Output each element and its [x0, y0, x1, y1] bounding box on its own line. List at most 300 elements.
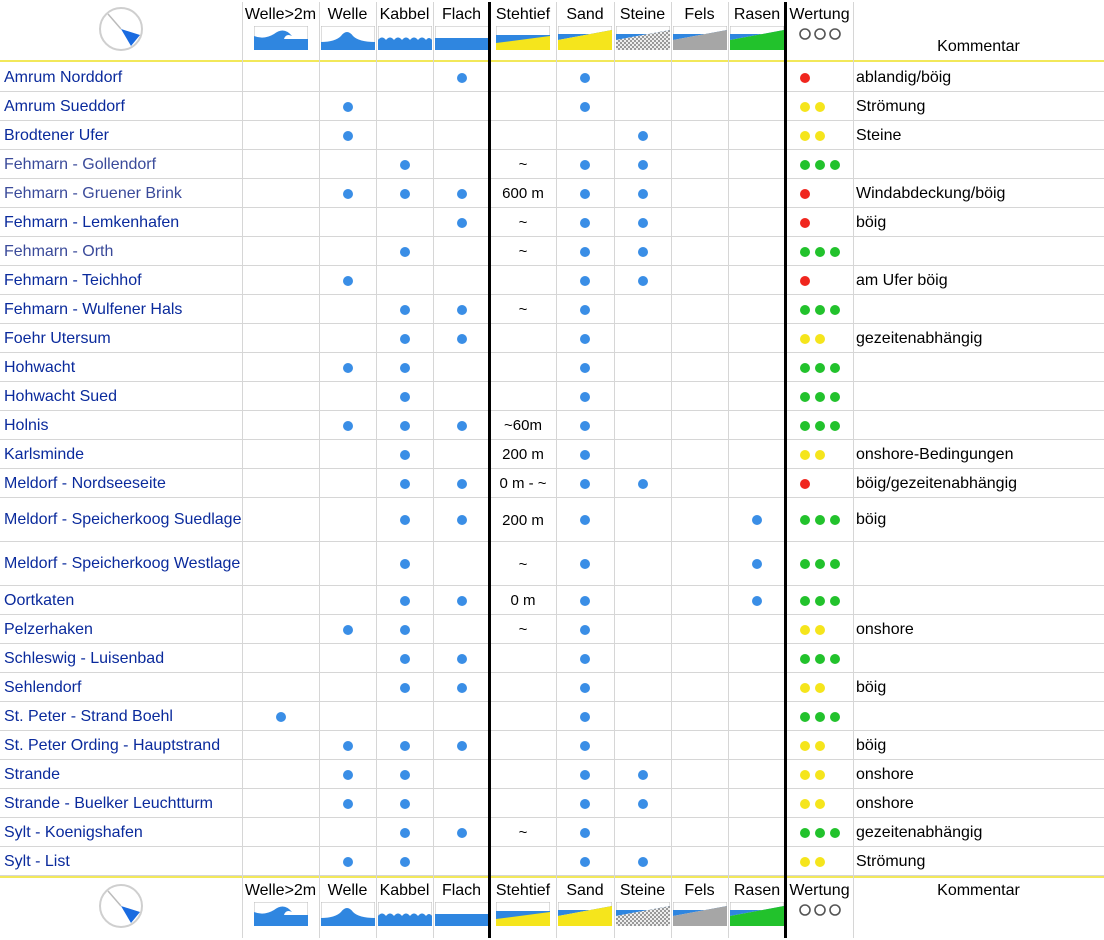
- stehtief-value: 0 m: [510, 592, 536, 609]
- feature-dot: [400, 189, 410, 199]
- feature-cell: [556, 237, 614, 266]
- feature-cell: [319, 789, 376, 818]
- feature-dot: [638, 770, 648, 780]
- feature-dot: [580, 73, 590, 83]
- header-col-4: [433, 2, 490, 60]
- feature-cell: [319, 644, 376, 673]
- feature-cell: [376, 208, 433, 237]
- feature-cell: [433, 353, 490, 382]
- header-col-label: Fels: [684, 6, 715, 23]
- feature-dot: [580, 276, 590, 286]
- feature-cell: [433, 295, 490, 324]
- header-separator: [0, 60, 1104, 62]
- feature-cell: [614, 411, 671, 440]
- feature-cell: [242, 121, 319, 150]
- feature-cell: [728, 789, 786, 818]
- sand-icon: [558, 902, 612, 931]
- rating-cell: [786, 731, 853, 760]
- rating-dot-green: [800, 654, 810, 664]
- rating-dot-green: [800, 828, 810, 838]
- feature-cell: [614, 208, 671, 237]
- rating-dot-yellow: [800, 770, 810, 780]
- footer-col-5: [490, 878, 556, 938]
- feature-dot: [457, 515, 467, 525]
- spot-link[interactable]: Fehmarn - Orth: [4, 242, 114, 260]
- feature-cell: [433, 179, 490, 208]
- stehtief-value: [490, 353, 556, 382]
- stehtief-value: ~: [518, 156, 528, 173]
- feature-cell: [319, 760, 376, 789]
- feature-cell: [671, 469, 728, 498]
- feature-cell: [728, 702, 786, 731]
- rating-dot-green: [815, 515, 825, 525]
- feature-dot: [457, 189, 467, 199]
- rating-dot-green: [815, 247, 825, 257]
- feature-cell: [433, 644, 490, 673]
- feature-cell: [671, 382, 728, 411]
- spot-link[interactable]: Holnis: [4, 416, 49, 434]
- stehtief-value: ~: [518, 243, 528, 260]
- spot-link[interactable]: Fehmarn - Wulfener Hals: [4, 300, 183, 318]
- stehtief-value: [490, 63, 556, 92]
- header-logo-cell: [0, 2, 242, 60]
- feature-cell: [614, 644, 671, 673]
- feature-cell: [376, 498, 433, 542]
- feature-cell: [671, 440, 728, 469]
- feature-dot: [343, 189, 353, 199]
- feature-cell: [671, 542, 728, 586]
- feature-cell: [376, 179, 433, 208]
- feature-cell: [376, 411, 433, 440]
- feature-cell: [433, 818, 490, 847]
- feature-cell: [433, 237, 490, 266]
- feature-cell: [242, 760, 319, 789]
- feature-cell: [376, 237, 433, 266]
- rating-dot-yellow: [800, 857, 810, 867]
- feature-cell: [671, 295, 728, 324]
- feature-cell: [242, 644, 319, 673]
- rating-dot-yellow: [800, 450, 810, 460]
- rating-cell: [786, 644, 853, 673]
- footer-col-label: Kabbel: [379, 882, 430, 899]
- feature-cell: [728, 353, 786, 382]
- comment-text: böig: [856, 511, 887, 528]
- feature-cell: [319, 498, 376, 542]
- footer-col-6: [556, 878, 614, 938]
- rating-cell: [786, 789, 853, 818]
- rating-dot-green: [815, 559, 825, 569]
- feature-dot: [400, 799, 410, 809]
- feature-cell: [556, 179, 614, 208]
- rating-dot-green: [815, 596, 825, 606]
- comment-text: [853, 382, 1104, 411]
- rating-dot-green: [815, 305, 825, 315]
- feature-cell: [376, 92, 433, 121]
- feature-dot: [580, 857, 590, 867]
- stehtief-value: [490, 92, 556, 121]
- feature-cell: [242, 266, 319, 295]
- feature-cell: [433, 440, 490, 469]
- spot-link[interactable]: Amrum Sueddorf: [4, 97, 125, 115]
- stehtief-value: [490, 847, 556, 876]
- feature-cell: [614, 324, 671, 353]
- footer-col-2: [319, 878, 376, 938]
- comment-text: am Ufer böig: [856, 271, 948, 289]
- feature-cell: [376, 789, 433, 818]
- feature-cell: [728, 121, 786, 150]
- feature-cell: [614, 353, 671, 382]
- feature-cell: [433, 847, 490, 876]
- feature-cell: [376, 644, 433, 673]
- stones-icon: [616, 26, 670, 55]
- feature-cell: [728, 847, 786, 876]
- rating-cell: [786, 121, 853, 150]
- feature-cell: [242, 179, 319, 208]
- feature-cell: [728, 731, 786, 760]
- stehtief-value: [490, 121, 556, 150]
- feature-dot: [638, 857, 648, 867]
- spot-link[interactable]: Fehmarn - Teichhof: [4, 271, 142, 289]
- feature-dot: [580, 559, 590, 569]
- feature-cell: [614, 179, 671, 208]
- feature-dot: [580, 421, 590, 431]
- rating-dot-green: [830, 559, 840, 569]
- feature-cell: [376, 353, 433, 382]
- feature-cell: [671, 847, 728, 876]
- comment-text: ablandig/böig: [856, 68, 952, 86]
- spot-link[interactable]: Karlsminde: [4, 445, 85, 463]
- comment-text: onshore: [856, 765, 914, 783]
- feature-cell: [614, 266, 671, 295]
- feature-cell: [728, 237, 786, 266]
- comment-text: [853, 353, 1104, 382]
- feature-cell: [671, 63, 728, 92]
- feature-dot: [580, 596, 590, 606]
- comment-text: [853, 150, 1104, 179]
- feature-cell: [242, 324, 319, 353]
- rating-dot-green: [830, 363, 840, 373]
- rating-cell: [786, 760, 853, 789]
- rating-dot-yellow: [800, 334, 810, 344]
- feature-cell: [671, 353, 728, 382]
- feature-cell: [319, 411, 376, 440]
- feature-cell: [671, 150, 728, 179]
- rating-dot-green: [800, 421, 810, 431]
- rating-dot-green: [830, 247, 840, 257]
- feature-dot: [580, 625, 590, 635]
- rating-dot-green: [815, 654, 825, 664]
- feature-dot: [580, 334, 590, 344]
- spot-link[interactable]: Oortkaten: [4, 591, 75, 609]
- footer-col-label: Flach: [441, 882, 482, 899]
- rating-circles-icon: [798, 26, 842, 47]
- rating-dot-yellow: [800, 131, 810, 141]
- feature-cell: [614, 63, 671, 92]
- rating-dot-red: [800, 276, 810, 286]
- spot-link[interactable]: Hohwacht: [4, 358, 76, 376]
- feature-cell: [376, 382, 433, 411]
- spot-link[interactable]: Sylt - List: [4, 852, 70, 870]
- feature-cell: [376, 673, 433, 702]
- comment-text: [853, 644, 1104, 673]
- feature-cell: [614, 702, 671, 731]
- feature-cell: [556, 702, 614, 731]
- feature-dot: [580, 683, 590, 693]
- feature-cell: [242, 92, 319, 121]
- header-col-1: [242, 2, 319, 60]
- wave-icon: [321, 26, 375, 55]
- flat-water-icon: [435, 902, 489, 931]
- rating-dot-green: [800, 712, 810, 722]
- feature-dot: [638, 276, 648, 286]
- rating-cell: [786, 847, 853, 876]
- feature-dot: [580, 247, 590, 257]
- spot-link[interactable]: Strande - Buelker Leuchtturm: [4, 794, 213, 812]
- header-comment-label: Kommentar: [937, 38, 1020, 55]
- feature-cell: [319, 586, 376, 615]
- rating-cell: [786, 673, 853, 702]
- feature-dot: [400, 683, 410, 693]
- footer-col-3: [376, 878, 433, 938]
- feature-cell: [614, 615, 671, 644]
- comment-text: gezeitenabhängig: [856, 329, 983, 347]
- stehtief-value: [490, 760, 556, 789]
- rating-dot-green: [830, 596, 840, 606]
- spot-link[interactable]: Fehmarn - Gollendorf: [4, 155, 157, 173]
- standing-depth-icon: [496, 902, 550, 931]
- feature-dot: [457, 683, 467, 693]
- rating-dot-red: [800, 73, 810, 83]
- header-col-10: [786, 2, 853, 60]
- spot-link[interactable]: Meldorf - Nordseeseite: [4, 474, 166, 492]
- feature-dot: [580, 160, 590, 170]
- feature-cell: [671, 818, 728, 847]
- feature-cell: [319, 324, 376, 353]
- feature-cell: [433, 382, 490, 411]
- stehtief-value: [490, 731, 556, 760]
- header-col-6: [556, 2, 614, 60]
- spot-link[interactable]: Foehr Utersum: [4, 329, 111, 347]
- feature-dot: [457, 741, 467, 751]
- footer-col-7: [614, 878, 671, 938]
- feature-dot: [400, 770, 410, 780]
- feature-cell: [614, 295, 671, 324]
- spot-link[interactable]: Hohwacht Sued: [4, 387, 117, 405]
- feature-cell: [556, 353, 614, 382]
- column-divider: [853, 2, 854, 938]
- stones-icon: [616, 902, 670, 931]
- feature-cell: [614, 150, 671, 179]
- comment-text: [853, 295, 1104, 324]
- footer-col-10: [786, 878, 853, 938]
- feature-cell: [242, 586, 319, 615]
- feature-cell: [242, 208, 319, 237]
- feature-dot: [457, 334, 467, 344]
- sand-icon: [558, 26, 612, 55]
- rating-dot-green: [830, 421, 840, 431]
- feature-cell: [671, 644, 728, 673]
- feature-dot: [400, 392, 410, 402]
- feature-dot: [343, 625, 353, 635]
- feature-dot: [580, 189, 590, 199]
- feature-cell: [556, 542, 614, 586]
- feature-cell: [728, 382, 786, 411]
- rating-cell: [786, 440, 853, 469]
- feature-cell: [376, 121, 433, 150]
- comment-text: böig: [856, 213, 887, 231]
- feature-cell: [614, 847, 671, 876]
- feature-cell: [728, 92, 786, 121]
- rock-icon: [673, 902, 727, 931]
- rating-dot-red: [800, 189, 810, 199]
- spot-link[interactable]: Meldorf - Speicherkoog Westlage: [4, 555, 241, 572]
- stehtief-value: [490, 702, 556, 731]
- spot-link[interactable]: Strande: [4, 765, 61, 783]
- stehtief-value: ~: [518, 301, 528, 318]
- spot-link[interactable]: Fehmarn - Lemkenhafen: [4, 213, 180, 231]
- feature-cell: [556, 469, 614, 498]
- spot-link[interactable]: Schleswig - Luisenbad: [4, 649, 165, 667]
- feature-dot: [580, 218, 590, 228]
- feature-cell: [671, 615, 728, 644]
- feature-dot: [343, 276, 353, 286]
- feature-dot: [580, 770, 590, 780]
- feature-cell: [376, 760, 433, 789]
- feature-dot: [400, 363, 410, 373]
- feature-dot: [343, 102, 353, 112]
- rating-dot-yellow: [800, 102, 810, 112]
- stehtief-value: ~: [518, 621, 528, 638]
- column-divider: [728, 2, 729, 938]
- grass-icon: [730, 902, 784, 931]
- feature-dot: [343, 363, 353, 373]
- feature-cell: [728, 615, 786, 644]
- rating-dot-yellow: [815, 683, 825, 693]
- feature-dot: [638, 131, 648, 141]
- row-divider: [0, 875, 1104, 876]
- feature-cell: [728, 542, 786, 586]
- feature-cell: [242, 411, 319, 440]
- rating-cell: [786, 179, 853, 208]
- feature-cell: [556, 731, 614, 760]
- feature-cell: [671, 411, 728, 440]
- feature-cell: [242, 63, 319, 92]
- feature-cell: [433, 760, 490, 789]
- feature-cell: [433, 615, 490, 644]
- feature-cell: [319, 731, 376, 760]
- stehtief-value: [490, 266, 556, 295]
- rating-dot-green: [800, 392, 810, 402]
- column-divider: [671, 2, 672, 938]
- rating-dot-green: [815, 421, 825, 431]
- feature-cell: [319, 673, 376, 702]
- feature-dot: [457, 73, 467, 83]
- comment-text: onshore: [856, 794, 914, 812]
- feature-dot: [752, 596, 762, 606]
- spot-link[interactable]: Brodtener Ufer: [4, 126, 109, 144]
- column-divider: [433, 2, 434, 938]
- rating-dot-yellow: [800, 625, 810, 635]
- feature-cell: [671, 121, 728, 150]
- standing-depth-icon: [496, 26, 550, 55]
- feature-dot: [457, 218, 467, 228]
- feature-cell: [556, 411, 614, 440]
- rating-cell: [786, 469, 853, 498]
- feature-cell: [556, 92, 614, 121]
- spot-link[interactable]: Amrum Norddorf: [4, 68, 123, 86]
- footer-col-8: [671, 878, 728, 938]
- column-divider: [319, 2, 320, 938]
- feature-cell: [728, 673, 786, 702]
- rating-dot-yellow: [815, 625, 825, 635]
- feature-dot: [400, 247, 410, 257]
- stehtief-value: ~: [518, 555, 528, 573]
- feature-cell: [242, 440, 319, 469]
- rating-cell: [786, 208, 853, 237]
- spot-link[interactable]: St. Peter - Strand Boehl: [4, 707, 173, 725]
- feature-cell: [376, 731, 433, 760]
- feature-dot: [343, 857, 353, 867]
- spot-link[interactable]: Fehmarn - Gruener Brink: [4, 184, 182, 202]
- feature-cell: [376, 818, 433, 847]
- feature-cell: [556, 818, 614, 847]
- header-col-label: Sand: [566, 6, 604, 23]
- rating-dot-green: [800, 160, 810, 170]
- column-divider: [614, 2, 615, 938]
- rating-cell: [786, 818, 853, 847]
- rating-dot-green: [800, 596, 810, 606]
- rating-dot-red: [800, 479, 810, 489]
- rating-dot-green: [830, 712, 840, 722]
- rating-dot-green: [830, 654, 840, 664]
- feature-cell: [319, 121, 376, 150]
- rating-dot-green: [830, 828, 840, 838]
- feature-cell: [242, 382, 319, 411]
- feature-cell: [728, 150, 786, 179]
- feature-dot: [457, 828, 467, 838]
- spot-link[interactable]: Sehlendorf: [4, 678, 82, 696]
- rating-dot-green: [815, 363, 825, 373]
- spot-link[interactable]: Meldorf - Speicherkoog Suedlage: [4, 511, 242, 528]
- feature-cell: [728, 208, 786, 237]
- feature-cell: [376, 702, 433, 731]
- footer-col-label: Welle>2m: [244, 882, 317, 899]
- rating-dot-green: [815, 828, 825, 838]
- spot-link[interactable]: Pelzerhaken: [4, 620, 93, 638]
- feature-cell: [242, 789, 319, 818]
- feature-cell: [556, 644, 614, 673]
- feature-cell: [376, 847, 433, 876]
- footer-col-label: Wertung: [789, 882, 850, 899]
- stehtief-value: [490, 673, 556, 702]
- spot-link[interactable]: St. Peter Ording - Hauptstrand: [4, 736, 221, 754]
- feature-cell: [319, 469, 376, 498]
- rating-dot-yellow: [800, 683, 810, 693]
- feature-dot: [400, 654, 410, 664]
- feature-cell: [376, 150, 433, 179]
- feature-cell: [433, 498, 490, 542]
- feature-cell: [242, 237, 319, 266]
- feature-cell: [319, 353, 376, 382]
- feature-dot: [400, 559, 410, 569]
- feature-cell: [614, 586, 671, 615]
- feature-cell: [671, 731, 728, 760]
- rating-dot-green: [830, 515, 840, 525]
- group-divider: [784, 2, 787, 938]
- comment-text: onshore: [856, 620, 914, 638]
- spot-link[interactable]: Sylt - Koenigshafen: [4, 823, 143, 841]
- feature-dot: [400, 479, 410, 489]
